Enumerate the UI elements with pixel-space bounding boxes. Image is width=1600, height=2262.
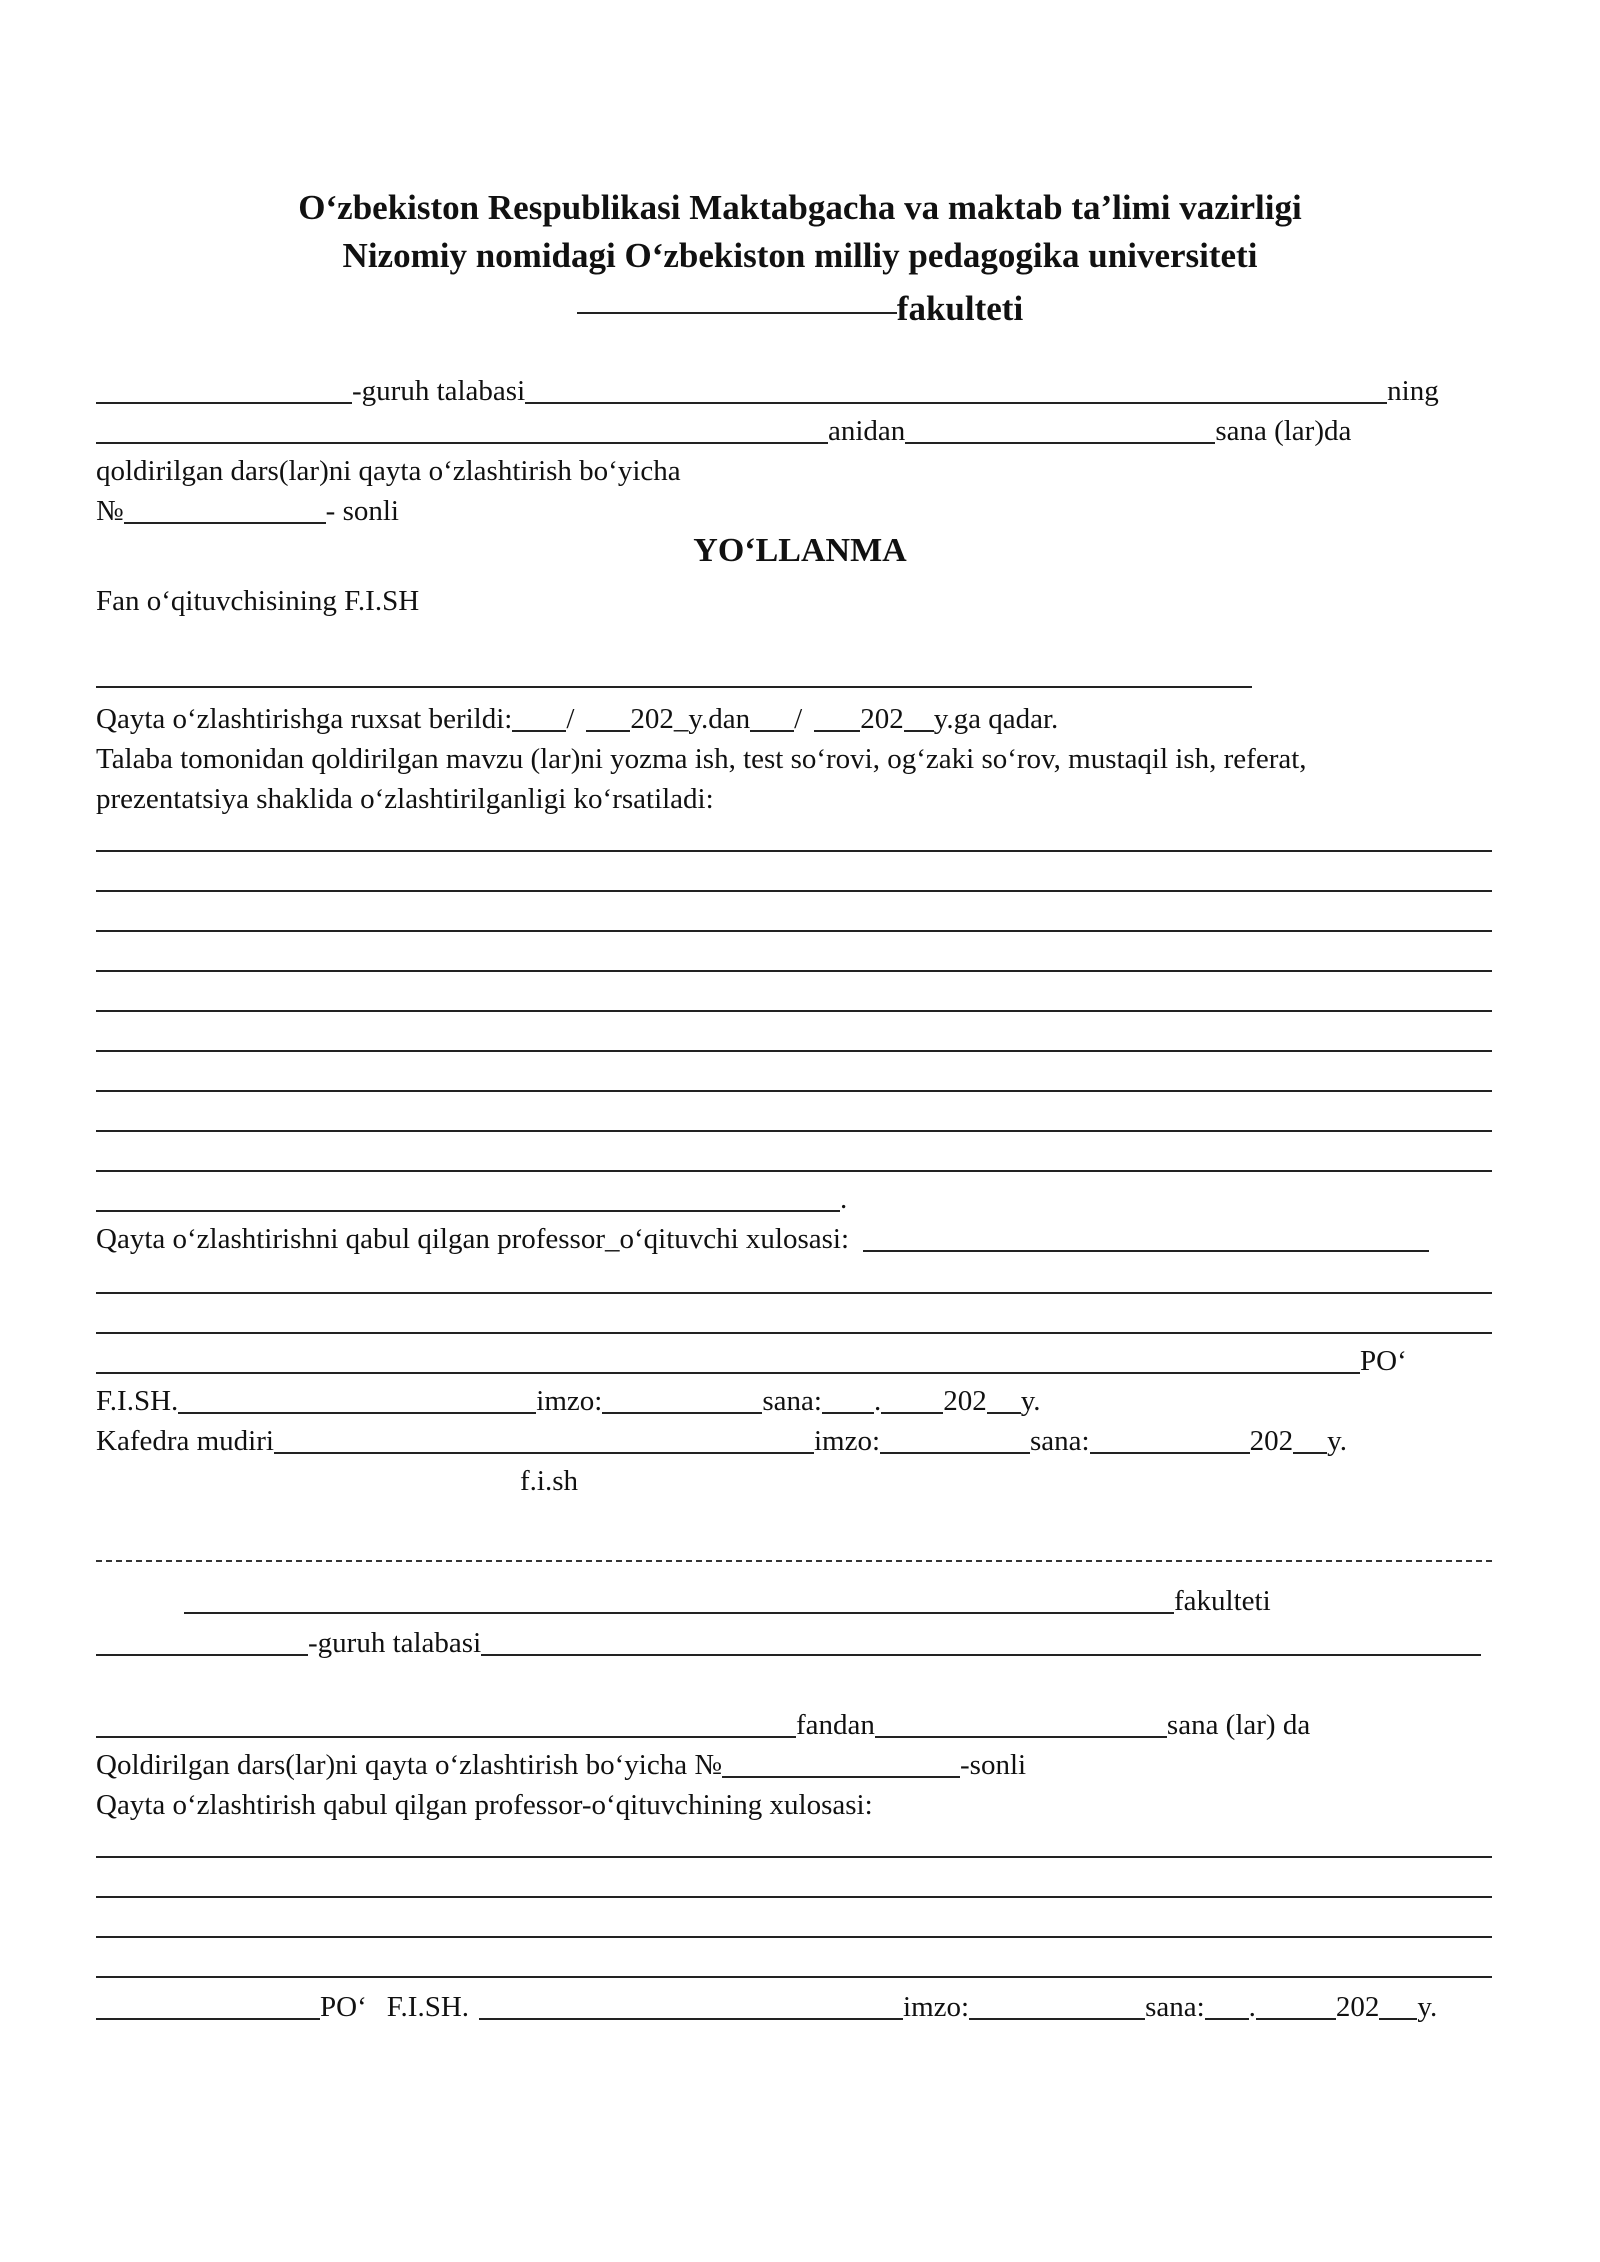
imzo-blank[interactable]: [969, 1988, 1145, 2020]
teacher-name-line[interactable]: [96, 686, 1252, 688]
cut-line: [96, 1560, 1492, 1562]
dept-head-blank[interactable]: [274, 1422, 814, 1454]
row-fandan: [96, 1702, 1310, 1742]
answer-line[interactable]: [96, 930, 1492, 932]
student-name-blank[interactable]: [525, 372, 1387, 404]
year-202: 202: [1335, 1991, 1380, 2023]
sana-day-blank[interactable]: [1205, 1988, 1249, 2020]
sana-label: sana:: [1145, 1991, 1205, 2023]
imzo-blank[interactable]: [880, 1422, 1030, 1454]
po-blank[interactable]: [96, 1988, 320, 2020]
sana-lar-da-label: sana (lar) da: [1166, 1709, 1311, 1741]
faculty-blank[interactable]: [184, 1582, 1174, 1614]
row-missed-lessons-bottom: [96, 1742, 1026, 1782]
dates-blank[interactable]: [875, 1706, 1167, 1738]
row-number: [96, 488, 399, 528]
year-until-label: y.ga qadar.: [933, 703, 1059, 735]
subject-blank[interactable]: [96, 1706, 796, 1738]
group-student-label: -guruh talabasi: [308, 1627, 482, 1659]
fakulteti-label: fakulteti: [1174, 1585, 1271, 1617]
fish-blank[interactable]: [479, 1988, 903, 2020]
fish-label: F.I.SH.: [386, 1991, 470, 2023]
document-title: YO‘LLANMA: [693, 532, 907, 569]
row-teacher-fish: [96, 578, 419, 618]
group-student-label: -guruh talabasi: [352, 375, 526, 407]
row-dept-head: [96, 1418, 1347, 1458]
row-topics-1: [96, 736, 1307, 776]
dept-head-label: Kafedra mudiri: [96, 1425, 274, 1457]
row-fish-signature: [96, 1378, 1041, 1418]
subject-blank[interactable]: [96, 412, 828, 444]
year-blank[interactable]: [1293, 1422, 1327, 1454]
teacher-fish-label: Fan o‘qituvchisining F.I.SH: [96, 585, 420, 617]
sana-blank[interactable]: [1090, 1422, 1250, 1454]
imzo-label: imzo:: [903, 1991, 970, 2023]
fish-small-label: f.i.sh: [520, 1465, 578, 1497]
row-topics-2: [96, 776, 714, 816]
group-blank[interactable]: [96, 1624, 308, 1656]
fish-blank[interactable]: [178, 1382, 536, 1414]
student-name-blank[interactable]: [481, 1624, 1481, 1656]
conclusion-line[interactable]: [96, 1332, 1492, 1334]
period: .: [840, 1183, 848, 1215]
slash-2: /: [794, 703, 803, 735]
row-anidan: [96, 408, 1351, 448]
day-until-blank[interactable]: [750, 700, 794, 732]
conclusion-line[interactable]: [96, 1896, 1492, 1898]
faculty-suffix: fakulteti: [896, 289, 1024, 328]
row-last-answer: [96, 1176, 847, 1216]
row-po: [96, 1338, 1407, 1378]
sonli-label: - sonli: [325, 495, 399, 527]
row-professor-conclusion: [96, 1216, 1429, 1256]
answer-line[interactable]: [96, 970, 1492, 972]
fish-label: F.I.SH.: [96, 1385, 179, 1417]
sana-day-blank[interactable]: [822, 1382, 874, 1414]
year-from-label: 202_y.dan: [630, 703, 751, 735]
sana-lar-da-label: sana (lar)da: [1215, 415, 1352, 447]
y-end: y.: [1020, 1385, 1041, 1417]
answer-line[interactable]: [96, 1170, 1492, 1172]
sana-label: sana:: [762, 1385, 822, 1417]
answer-line[interactable]: [96, 1010, 1492, 1012]
ning-label: ning: [1387, 375, 1439, 407]
answer-line[interactable]: [96, 1130, 1492, 1132]
row-fish-small: [520, 1458, 578, 1498]
number-sign: №: [96, 495, 124, 527]
number-blank[interactable]: [722, 1746, 960, 1778]
y-end: y.: [1417, 1991, 1438, 2023]
sana-month-blank[interactable]: [881, 1382, 943, 1414]
answer-line[interactable]: [96, 1090, 1492, 1092]
year-202-label: 202: [860, 703, 904, 735]
permission-label: Qayta o‘zlashtirishga ruxsat berildi:: [96, 703, 513, 735]
answer-line[interactable]: [96, 1050, 1492, 1052]
conclusion-line[interactable]: [96, 1976, 1492, 1978]
imzo-blank[interactable]: [602, 1382, 762, 1414]
number-blank[interactable]: [124, 492, 326, 524]
ministry-title: O‘zbekiston Respublikasi Maktabgacha va maktab ta’limi vazirligi: [298, 188, 1302, 227]
university-title: Nizomiy nomidagi O‘zbekiston milliy pedagogika universiteti: [342, 236, 1258, 275]
group-blank[interactable]: [96, 372, 352, 404]
row-faculty: [184, 1578, 1271, 1618]
day-from-blank[interactable]: [512, 700, 566, 732]
missed-lessons-text: qoldirilgan dars(lar)ni qayta o‘zlashtirish bo‘yicha: [96, 455, 681, 487]
imzo-label: imzo:: [536, 1385, 603, 1417]
year-blank[interactable]: [987, 1382, 1021, 1414]
dot: .: [1248, 1991, 1256, 2023]
row-group-student: [96, 368, 1439, 408]
conclusion-line[interactable]: [96, 1292, 1492, 1294]
sana-month-blank[interactable]: [1256, 1988, 1336, 2020]
month-until-blank[interactable]: [814, 700, 860, 732]
row-missed-lessons: [96, 448, 681, 488]
po-label: PO‘: [320, 1991, 367, 2023]
year-202: 202: [1249, 1425, 1294, 1457]
faculty-title: [0, 280, 1600, 331]
missed-lessons-text: Qoldirilgan dars(lar)ni qayta o‘zlashtirish bo‘yicha №: [96, 1749, 723, 1781]
row-permission: [96, 696, 1058, 736]
year-until-blank[interactable]: [904, 700, 934, 732]
professor-conclusion-label: Qayta o‘zlashtirishni qabul qilgan professor_o‘qituvchi xulosasi:: [96, 1223, 850, 1255]
slash-1: /: [566, 703, 575, 735]
imzo-label: imzo:: [813, 1425, 880, 1457]
last-answer-blank[interactable]: [96, 1180, 840, 1212]
answer-line[interactable]: [96, 850, 1492, 852]
dot: .: [873, 1385, 882, 1417]
fandan-label: fandan: [796, 1709, 875, 1741]
month-from-blank[interactable]: [586, 700, 630, 732]
sonli-label: -sonli: [960, 1749, 1027, 1781]
sana-label: sana:: [1030, 1425, 1090, 1457]
row-group-student-bottom: [96, 1620, 1481, 1660]
row-signature-bottom: [96, 1984, 1437, 2024]
dates-blank[interactable]: [905, 412, 1215, 444]
conclusion-line[interactable]: [96, 1936, 1492, 1938]
topics-text-1: Talaba tomonidan qoldirilgan mavzu (lar)ni yozma ish, test so‘rovi, og‘zaki so‘rov, mustaqil ish, referat,: [96, 743, 1307, 775]
row-professor-conclusion-bottom: [96, 1782, 873, 1822]
conclusion-line[interactable]: [96, 1856, 1492, 1858]
po-label: PO‘: [1360, 1345, 1407, 1377]
answer-line[interactable]: [96, 890, 1492, 892]
topics-text-2: prezentatsiya shaklida o‘zlashtirilganligi ko‘rsatiladi:: [96, 783, 714, 815]
anidan-label: anidan: [828, 415, 906, 447]
year-blank[interactable]: [1379, 1988, 1417, 2020]
po-blank[interactable]: [96, 1342, 1360, 1374]
y-end: y.: [1327, 1425, 1347, 1457]
year-202: 202: [943, 1385, 987, 1417]
professor-conclusion-label: Qayta o‘zlashtirish qabul qilgan professor-o‘qituvchining xulosasi:: [96, 1789, 873, 1821]
faculty-name-blank[interactable]: [577, 280, 897, 314]
conclusion-blank[interactable]: [863, 1220, 1429, 1252]
